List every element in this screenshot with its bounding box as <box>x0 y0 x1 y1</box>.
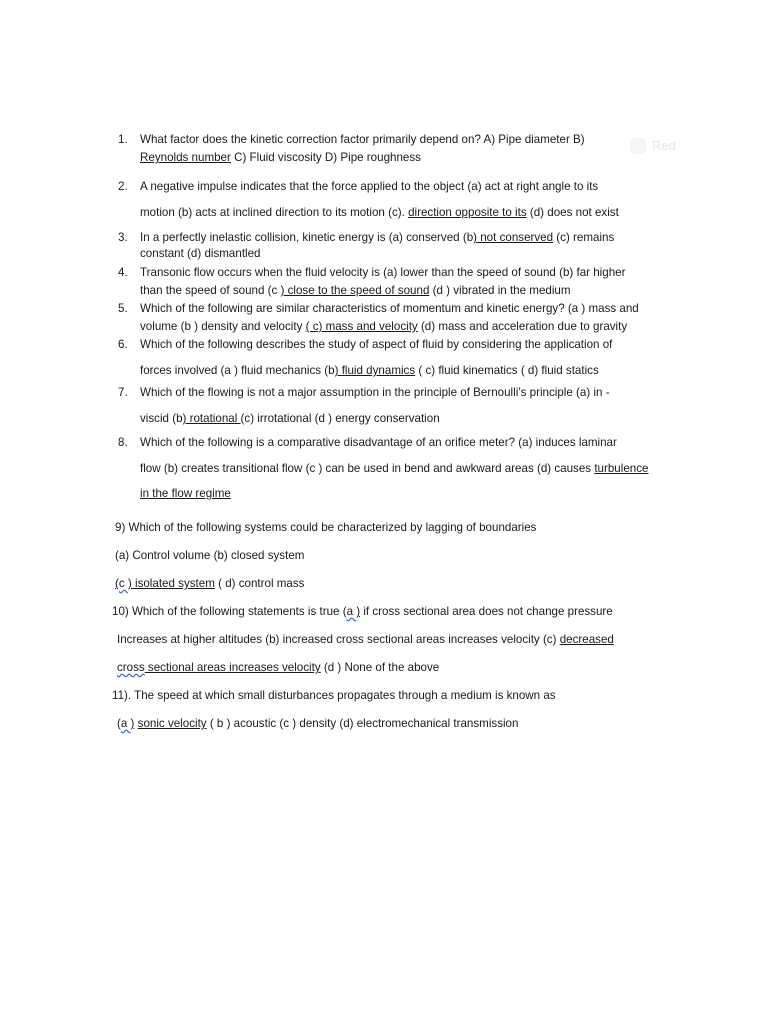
question-text-run: ) rotational <box>182 412 241 425</box>
paragraph-text-run: sonic velocity <box>137 717 207 730</box>
question-line <box>140 410 440 427</box>
question-text-run: turbulence <box>594 462 649 475</box>
question-line <box>140 434 617 451</box>
paragraph-line <box>115 547 304 564</box>
paragraph-line <box>115 519 536 536</box>
question-text-run: motion (b) acts at inclined direction to its motion (c). <box>140 206 409 219</box>
question-number: 7. <box>118 386 128 399</box>
question-line <box>140 300 639 317</box>
overlay-label: Red <box>652 138 676 153</box>
question-text-run: forces involved (a ) fluid mechanics (b <box>140 364 335 377</box>
question-line <box>140 229 614 246</box>
question-text-run: Transonic flow occurs when the fluid velocity is (a) lower than the speed of sound (b) far higher <box>140 266 626 279</box>
question-text-run: A negative impulse indicates that the force applied to the object (a) act at right angle to its <box>140 180 599 193</box>
question-line <box>140 131 585 148</box>
paragraph-text-run: 9) Which of the following systems could be characterized by lagging of boundaries <box>115 521 537 534</box>
question-line <box>140 264 625 281</box>
paragraph-text-run: ( b ) acoustic (c ) density (d) electromechanical transmission <box>206 717 519 730</box>
question-text-run: ( c) fluid kinematics ( d) fluid statics <box>415 364 599 377</box>
question-text-run: Which of the following is a comparative disadvantage of an orifice meter? (a) induces laminar <box>140 436 617 449</box>
question-text-run: direction opposite to its <box>408 206 527 219</box>
paragraph-text-run: ) isolated system <box>127 577 215 590</box>
question-line <box>140 384 610 401</box>
question-text-run: ( c) mass and velocity <box>305 320 418 333</box>
question-text-run: (c) remains <box>553 231 615 244</box>
paragraph-text-run: a <box>120 717 131 730</box>
question-text-run: Which of the following are similar characteristics of momentum and kinetic energy? (a ) mass and <box>140 302 639 315</box>
question-text-run: ) close to the speed of sound <box>280 284 430 297</box>
paragraph-line <box>117 715 518 732</box>
paragraph-text-run: Increases at higher altitudes (b) increased cross sectional areas increases velocity (c) <box>117 633 560 646</box>
question-line <box>140 318 627 335</box>
question-line <box>140 178 598 195</box>
question-line <box>140 204 619 221</box>
question-line <box>140 362 599 379</box>
paragraph-text-run: if cross sectional area does not change pressure <box>360 605 613 618</box>
question-line <box>140 336 612 353</box>
paragraph-text-run: velocity <box>281 661 321 674</box>
paragraph-text-run: sectional areas increases <box>144 661 282 674</box>
arrow-icon <box>630 138 646 154</box>
question-line <box>140 245 261 262</box>
question-number: 2. <box>118 180 128 193</box>
question-text-run: (d) mass and acceleration due to gravity <box>417 320 628 333</box>
question-text-run: Reynolds number <box>140 151 231 164</box>
faint-overlay-button[interactable] <box>624 134 682 158</box>
question-number: 1. <box>118 133 128 146</box>
question-text-run: (d) does not exist <box>526 206 619 219</box>
question-text-run: Which of the following describes the study of aspect of fluid by considering the application of <box>140 338 613 351</box>
question-text-run: C) Fluid viscosity D) Pipe roughness <box>230 151 421 164</box>
paragraph-text-run: 10) Which of the following statements is true ( <box>112 605 347 618</box>
paragraph-text-run: ( d) control mass <box>214 577 305 590</box>
paragraph-text-run: ( <box>117 717 121 730</box>
question-text-run: What factor does the kinetic correction factor primarily depend on? A) Pipe diameter B) <box>140 133 585 146</box>
paragraph-text-run: 11). The speed at which small disturbances propagates through a medium is known as <box>112 689 556 702</box>
question-line <box>140 149 421 166</box>
question-text-run: ) fluid dynamics <box>334 364 416 377</box>
question-text-run: in the flow regime <box>140 487 231 500</box>
question-line <box>140 460 648 477</box>
paragraph-text-run: a <box>346 605 357 618</box>
paragraph-text-run: c <box>118 577 128 590</box>
paragraph-text-run: ) <box>130 717 135 730</box>
question-text-run: Which of the flowing is not a major assumption in the principle of Bernoulli’s principle (a) in - <box>140 386 610 399</box>
paragraph-line <box>115 575 304 592</box>
question-text-run: constant (d) dismantled <box>140 247 261 260</box>
question-text-run: (d ) vibrated in the medium <box>429 284 571 297</box>
question-number: 4. <box>118 266 128 279</box>
question-text-run: ) not conserved <box>473 231 554 244</box>
question-number: 6. <box>118 338 128 351</box>
paragraph-text-run: ( <box>115 577 119 590</box>
paragraph-line <box>112 687 556 704</box>
question-text-run: viscid (b <box>140 412 183 425</box>
paragraph-text-run: ) <box>356 605 361 618</box>
question-line <box>140 485 231 502</box>
question-text-run: volume (b ) density and velocity <box>140 320 306 333</box>
question-number: 3. <box>118 231 128 244</box>
question-text-run: flow (b) creates transitional flow (c ) can be used in bend and awkward areas (d) causes <box>140 462 595 475</box>
paragraph-text-run: (d ) None of the above <box>320 661 440 674</box>
question-number: 8. <box>118 436 128 449</box>
question-text-run: (c) irrotational (d ) energy conservation <box>240 412 440 425</box>
paragraph-text-run: cross <box>117 661 145 674</box>
paragraph-line <box>117 659 439 676</box>
question-number: 5. <box>118 302 128 315</box>
paragraph-line <box>117 631 614 648</box>
question-line <box>140 282 571 299</box>
question-text-run: than the speed of sound (c <box>140 284 281 297</box>
paragraph-text-run: (a) Control volume (b) closed system <box>115 549 305 562</box>
paragraph-text-run: decreased <box>559 633 614 646</box>
question-text-run: In a perfectly inelastic collision, kinetic energy is (a) conserved (b <box>140 231 474 244</box>
paragraph-line <box>112 603 613 620</box>
